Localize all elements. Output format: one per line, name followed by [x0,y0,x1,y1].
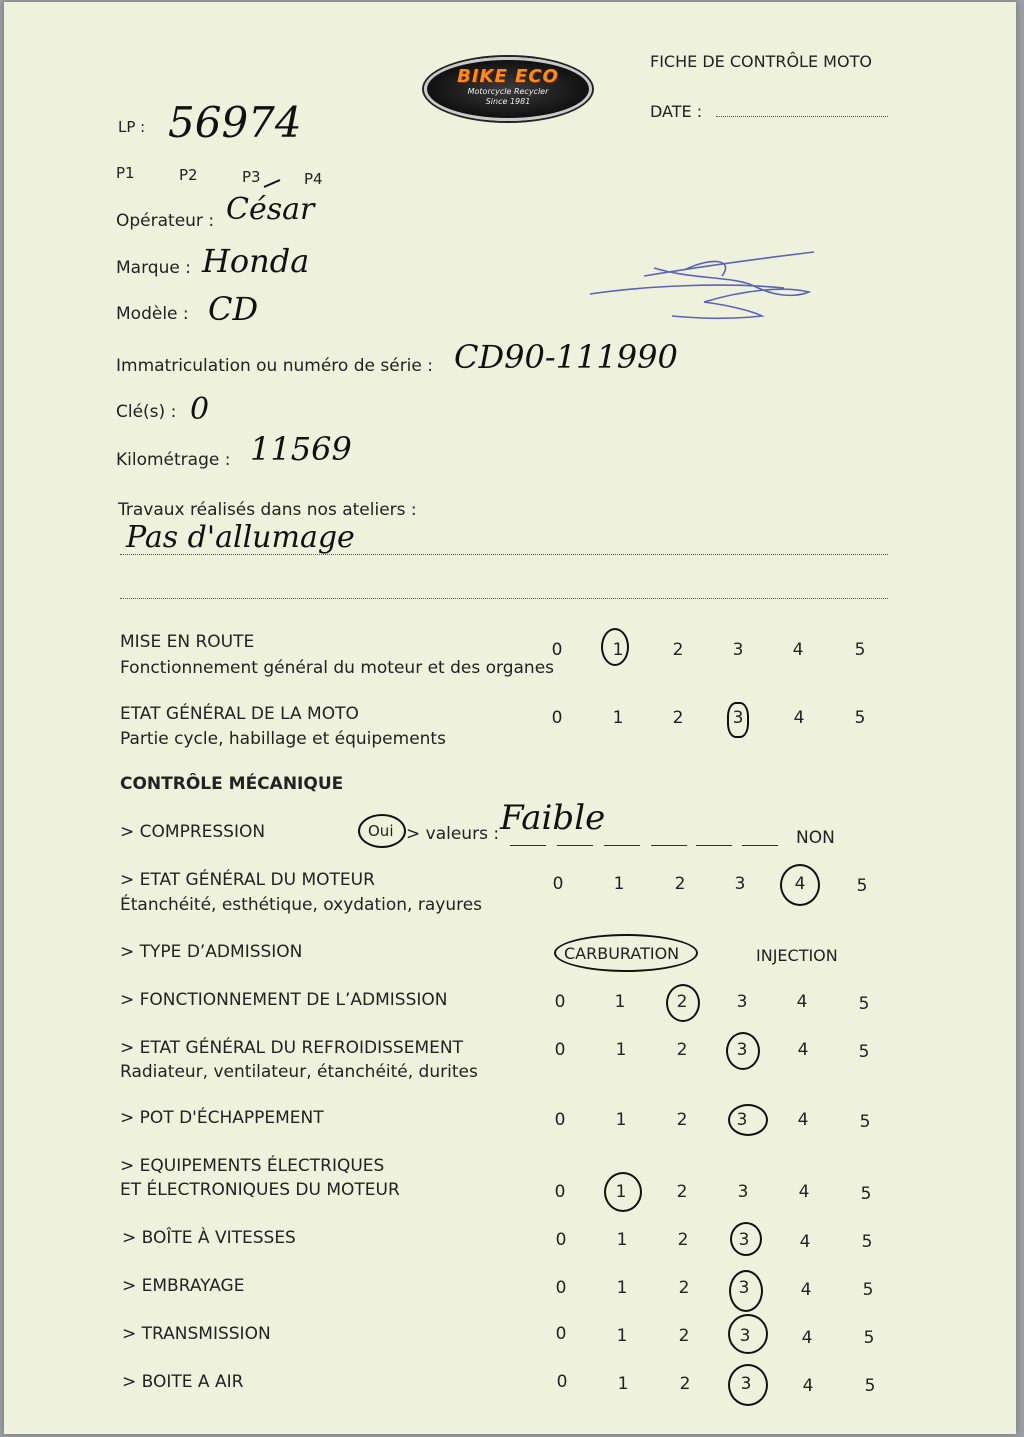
score-option: 1 [617,1374,629,1394]
score-option: 4 [793,708,805,728]
row-title: MISE EN ROUTE [120,632,255,652]
score-option: 5 [856,876,868,896]
selected-score-circle [728,1314,768,1354]
row-subtitle: Partie cycle, habillage et équipements [120,729,446,749]
score-option: 0 [554,1110,566,1130]
logo-tagline: Motorcycle Recycler [467,87,549,96]
logo-since: Since 1981 [485,97,531,106]
score-option: 5 [863,1328,875,1348]
p3-label: P3 [242,168,261,186]
score-option: 1 [613,874,625,894]
score-option: 4 [800,1280,812,1300]
score-option: 3 [732,708,744,728]
score-option: 3 [736,1110,748,1130]
score-option: 3 [732,640,744,660]
value-blank [510,845,546,846]
score-option: 1 [614,992,626,1012]
score-option: 3 [737,1182,749,1202]
km-value: 11569 [250,430,352,468]
row-title: > BOITE A AIR [122,1372,244,1392]
score-option: 2 [677,1230,689,1250]
score-option: 5 [861,1232,873,1252]
lp-label: LP : [118,118,146,136]
valeurs-label: > valeurs : [406,824,500,844]
score-option: 0 [551,708,563,728]
row-title: > FONCTIONNEMENT DE L’ADMISSION [120,990,448,1010]
compression-label: > COMPRESSION [120,822,266,842]
compression-oui: Oui [368,822,394,840]
score-option: 4 [796,992,808,1012]
value-blank [696,845,732,846]
oui-circle [358,814,406,848]
injection-option: INJECTION [756,946,838,965]
selected-score-circle [729,1270,763,1312]
row-title: > POT D'ÉCHAPPEMENT [120,1108,324,1128]
score-option: 1 [616,1326,628,1346]
inspection-form [4,2,1016,1434]
row-title: > EMBRAYAGE [122,1276,245,1296]
p1-label: P1 [116,164,135,182]
score-option: 0 [555,1278,567,1298]
score-option: 2 [676,1040,688,1060]
score-option: 0 [554,1040,566,1060]
score-option: 1 [616,1230,628,1250]
score-option: 2 [672,708,684,728]
row-subtitle: Radiateur, ventilateur, étanchéité, durites [120,1062,478,1082]
score-option: 3 [736,1040,748,1060]
score-option: 4 [802,1376,814,1396]
score-option: 3 [738,1278,750,1298]
admission-type-label: > TYPE D’ADMISSION [120,942,303,962]
score-option: 4 [792,640,804,660]
score-option: 2 [679,1374,691,1394]
immat-label: Immatriculation ou numéro de série : [116,356,433,376]
form-title: FICHE DE CONTRÔLE MOTO [650,52,872,71]
cles-value: 0 [190,392,210,427]
cles-label: Clé(s) : [116,402,177,422]
row-title: ETAT GÉNÉRAL DE LA MOTO [120,704,359,724]
value-blank [557,845,593,846]
score-option: 5 [854,640,866,660]
score-option: 5 [862,1280,874,1300]
score-option: 2 [678,1278,690,1298]
score-option: 0 [554,1182,566,1202]
score-option: 5 [859,1112,871,1132]
score-option: 0 [551,640,563,660]
score-option: 1 [612,640,624,660]
score-option: 5 [864,1376,876,1396]
score-option: 2 [672,640,684,660]
score-option: 4 [794,874,806,894]
modele-value: CD [208,290,259,328]
selected-score-circle [604,1172,642,1212]
marque-label: Marque : [116,258,191,278]
p3-check-mark [262,176,284,190]
selected-score-circle [727,702,749,738]
score-option: 1 [615,1040,627,1060]
value-blank [742,845,778,846]
score-option: 1 [616,1278,628,1298]
score-option: 4 [801,1328,813,1348]
travaux-line-1 [120,554,888,555]
row-title: > ETAT GÉNÉRAL DU REFROIDISSEMENT [120,1038,463,1058]
row-subtitle: Fonctionnement général du moteur et des organes [120,658,555,678]
score-option: 1 [615,1110,627,1130]
score-option: 0 [555,1324,567,1344]
travaux-line-2 [120,598,888,599]
date-label: DATE : [650,102,703,121]
p4-label: P4 [304,170,323,188]
score-option: 2 [676,992,688,1012]
date-line [716,116,888,117]
score-option: 2 [676,1182,688,1202]
selected-score-circle [666,984,700,1022]
score-option: 0 [552,874,564,894]
compression-non: NON [796,828,835,848]
operateur-value: César [226,192,315,227]
score-option: 2 [676,1110,688,1130]
lp-value: 56974 [168,98,302,147]
score-option: 3 [736,992,748,1012]
marque-value: Honda [202,242,310,280]
score-option: 4 [797,1110,809,1130]
selected-score-circle [780,864,820,906]
score-option: 3 [739,1326,751,1346]
travaux-label: Travaux réalisés dans nos ateliers : [118,500,417,520]
score-option: 3 [738,1230,750,1250]
row-subtitle: ET ÉLECTRONIQUES DU MOTEUR [120,1180,400,1200]
row-title: > TRANSMISSION [122,1324,271,1344]
score-option: 0 [556,1372,568,1392]
value-blank [604,845,640,846]
selected-score-circle [726,1032,760,1070]
value-blank [651,845,687,846]
selected-score-circle [728,1364,768,1406]
score-option: 0 [554,992,566,1012]
row-title: > BOÎTE À VITESSES [122,1228,296,1248]
row-title: > EQUIPEMENTS ÉLECTRIQUES [120,1156,385,1176]
selected-score-circle [601,628,629,666]
score-option: 2 [674,874,686,894]
logo-brand: BIKE ECO [457,66,559,87]
section-heading: CONTRÔLE MÉCANIQUE [120,774,344,794]
travaux-value: Pas d'allumage [126,520,355,555]
p2-label: P2 [179,166,198,184]
score-option: 1 [612,708,624,728]
score-option: 5 [858,994,870,1014]
score-option: 3 [740,1374,752,1394]
row-subtitle: Étanchéité, esthétique, oxydation, rayures [120,895,483,915]
score-option: 4 [799,1232,811,1252]
operateur-label: Opérateur : [116,211,215,231]
carburation-circle [554,934,698,972]
score-option: 4 [797,1040,809,1060]
signature [584,246,824,326]
score-option: 5 [854,708,866,728]
selected-score-circle [730,1222,762,1256]
score-option: 4 [798,1182,810,1202]
modele-label: Modèle : [116,304,189,324]
km-label: Kilométrage : [116,450,231,470]
immat-value: CD90-111990 [454,338,678,376]
score-option: 5 [860,1184,872,1204]
score-option: 5 [858,1042,870,1062]
score-option: 1 [615,1182,627,1202]
carburation-option: CARBURATION [564,944,680,963]
valeurs-value: Faible [500,798,606,838]
score-option: 2 [678,1326,690,1346]
bike-eco-logo [424,57,592,121]
row-title: > ETAT GÉNÉRAL DU MOTEUR [120,870,375,890]
score-option: 3 [734,874,746,894]
score-option: 0 [555,1230,567,1250]
selected-score-circle [728,1104,768,1136]
